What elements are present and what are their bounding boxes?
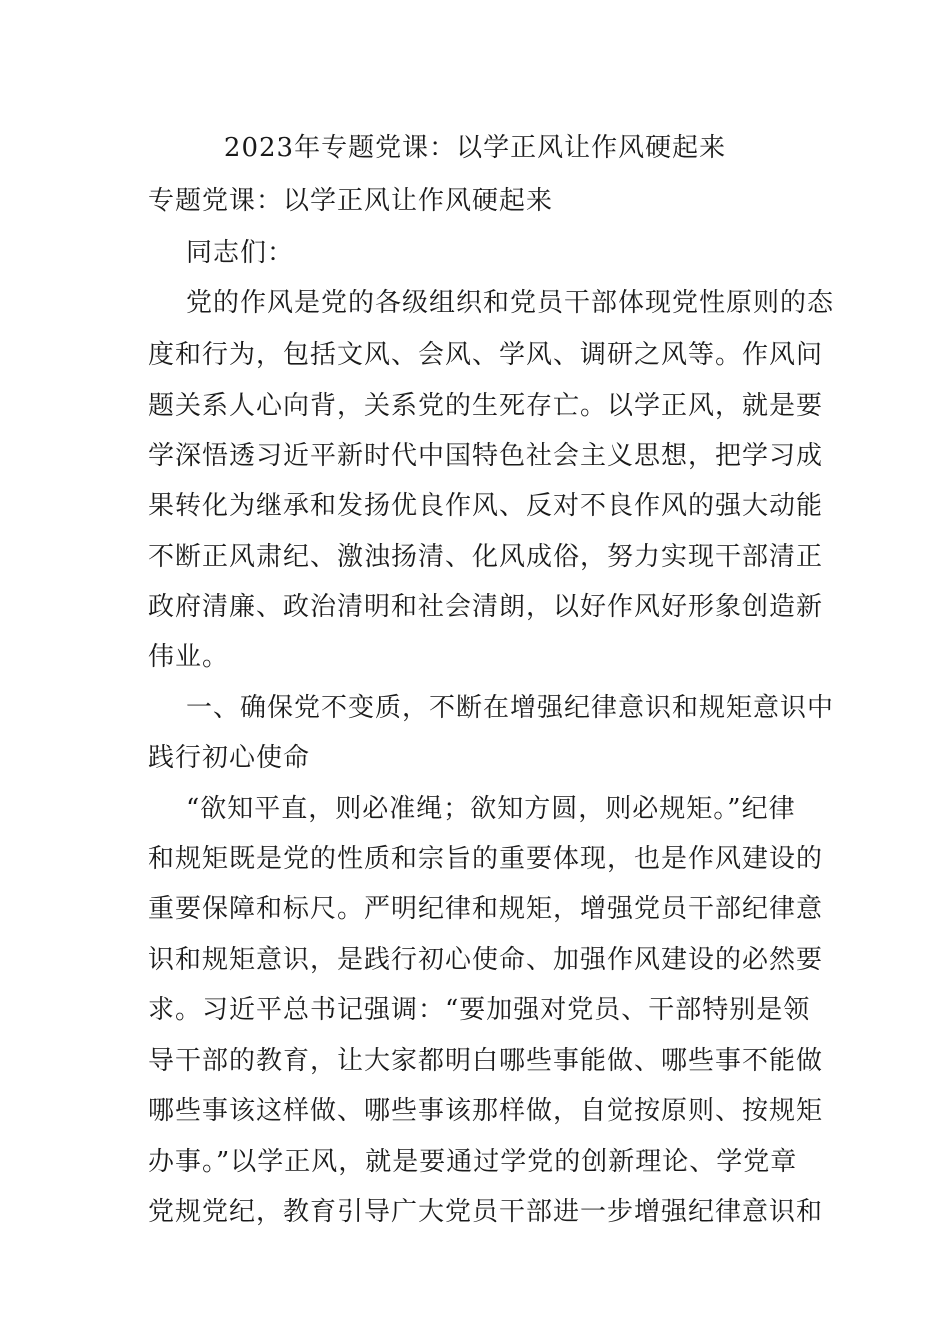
paragraph-line: 度和行为，包括文风、会风、学风、调研之风等。作风问 — [148, 340, 824, 370]
salutation-line: 同志们： — [186, 238, 295, 268]
paragraph-line: 政府清廉、政治清明和社会清朗，以好作风好形象创造新 — [148, 592, 824, 622]
paragraph-line: 求。习近平总书记强调：“要加强对党员、干部特别是领 — [148, 995, 811, 1025]
paragraph-line: 党规党纪，教育引导广大党员干部进一步增强纪律意识和 — [148, 1197, 824, 1227]
paragraph-line: 识和规矩意识，是践行初心使命、加强作风建设的必然要 — [148, 945, 824, 975]
paragraph-line: 导干部的教育，让大家都明白哪些事能做、哪些事不能做 — [148, 1046, 824, 1076]
section-heading-line: 践行初心使命 — [148, 743, 311, 773]
paragraph-line: 哪些事该这样做、哪些事该那样做，自觉按原则、按规矩 — [148, 1096, 824, 1126]
paragraph-line: 学深悟透习近平新时代中国特色社会主义思想，把学习成 — [148, 441, 824, 471]
paragraph-line: 果转化为继承和发扬优良作风、反对不良作风的强大动能 — [148, 491, 824, 521]
paragraph-line: 和规矩既是党的性质和宗旨的重要体现，也是作风建设的 — [148, 844, 824, 874]
paragraph-line: 重要保障和标尺。严明纪律和规矩，增强党员干部纪律意 — [148, 894, 824, 924]
paragraph-line: 不断正风肃纪、激浊扬清、化风成俗，努力实现干部清正 — [148, 542, 824, 572]
paragraph-line: 题关系人心向背，关系党的生死存亡。以学正风，就是要 — [148, 391, 824, 421]
paragraph-line: “欲知平直，则必准绳；欲知方圆，则必规矩。”纪律 — [186, 794, 796, 824]
document-title: 2023年专题党课：以学正风让作风硬起来 — [223, 133, 727, 163]
paragraph-line: 党的作风是党的各级组织和党员干部体现党性原则的态 — [186, 288, 835, 318]
paragraph-line: 办事。”以学正风，就是要通过学党的创新理论、学党章 — [148, 1147, 798, 1177]
paragraph-line: 伟业。 — [148, 642, 230, 672]
section-heading-line: 一、确保党不变质，不断在增强纪律意识和规矩意识中 — [186, 693, 835, 723]
subtitle-line: 专题党课：以学正风让作风硬起来 — [148, 186, 554, 216]
